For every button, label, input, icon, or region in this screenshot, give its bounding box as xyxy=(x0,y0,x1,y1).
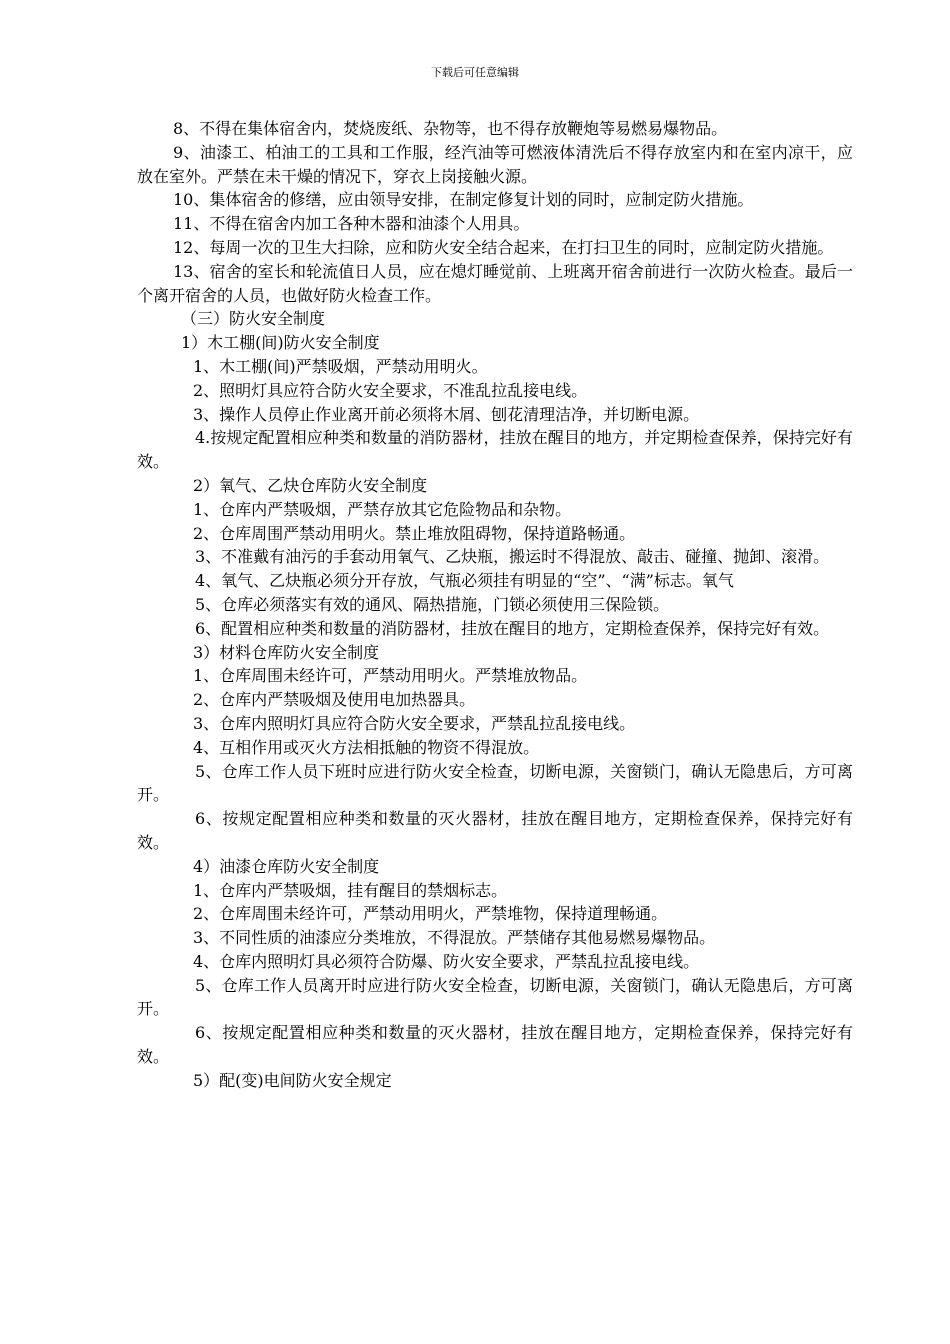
paragraph: 4.按规定配置相应种类和数量的消防器材，挂放在醒目的地方，并定期检查保养，保持完好有效。 xyxy=(137,428,853,472)
paragraph: 6、按规定配置相应种类和数量的灭火器材，挂放在醒目地方，定期检查保养，保持完好有效。 xyxy=(137,1023,853,1067)
paragraph: 2、仓库周围严禁动用明火。禁止堆放阻碍物，保持道路畅通。 xyxy=(193,523,636,543)
paragraph: 9、油漆工、柏油工的工具和工作服，经汽油等可燃液体清洗后不得存放室内和在室内凉干，应放在室外。严禁在未干燥的情况下，穿衣上岗接触火源。 xyxy=(137,142,853,186)
paragraph: 3、不同性质的油漆应分类堆放，不得混放。严禁储存其他易燃易爆物品。 xyxy=(193,928,716,948)
paragraph: 1、仓库内严禁吸烟，挂有醒目的禁烟标志。 xyxy=(193,880,508,900)
paragraph: 10、集体宿舍的修缮，应由领导安排，在制定修复计划的同时，应制定防火措施。 xyxy=(173,190,754,210)
paragraph: 2、仓库周围未经许可，严禁动用明火，严禁堆物，保持道理畅通。 xyxy=(193,904,668,924)
subsection-heading: 5）配(变)电间防火安全规定 xyxy=(193,1070,392,1090)
paragraph: 3、仓库内照明灯具应符合防火安全要求，严禁乱拉乱接电线。 xyxy=(193,713,636,733)
page-header: 下载后可任意编辑 xyxy=(431,66,519,79)
paragraph: 3、操作人员停止作业离开前必须将木屑、刨花清理洁净，并切断电源。 xyxy=(193,404,700,424)
paragraph: 1、木工棚(间)严禁吸烟，严禁动用明火。 xyxy=(193,356,488,376)
paragraph: 6、按规定配置相应种类和数量的灭火器材，挂放在醒目地方，定期检查保养，保持完好有效。 xyxy=(137,809,853,852)
paragraph: 8、不得在集体宿舍内，焚烧废纸、杂物等，也不得存放鞭炮等易燃易爆物品。 xyxy=(173,119,728,138)
paragraph: 13、宿舍的室长和轮流值日人员，应在熄灯睡觉前、上班离开宿舍前进行一次防火检查。最后一个离开宿舍的人员，也做好防火检查工作。 xyxy=(137,261,853,305)
paragraph: 1、仓库内严禁吸烟，严禁存放其它危险物品和杂物。 xyxy=(193,499,572,519)
section-heading: （三）防火安全制度 xyxy=(181,309,326,329)
paragraph: 4、互相作用或灭火方法相抵触的物资不得混放。 xyxy=(193,737,540,757)
subsection-heading: 2）氧气、乙炔仓库防火安全制度 xyxy=(193,475,428,495)
subsection-heading: 3）材料仓库防火安全制度 xyxy=(193,642,380,662)
paragraph: 4、仓库内照明灯具必须符合防爆、防火安全要求，严禁乱拉乱接电线。 xyxy=(193,951,700,971)
subsection-heading: 4）油漆仓库防火安全制度 xyxy=(193,856,380,876)
document-body xyxy=(137,117,853,1093)
paragraph: 4、氧气、乙炔瓶必须分开存放，气瓶必须挂有明显的“空”、“满”标志。氧气 xyxy=(195,571,734,591)
paragraph: 12、每周一次的卫生大扫除，应和防火安全结合起来，在打扫卫生的同时，应制定防火措施。 xyxy=(173,237,834,257)
paragraph: 5、仓库工作人员下班时应进行防火安全检查，切断电源，关窗锁门，确认无隐患后，方可离开。 xyxy=(137,761,853,805)
paragraph: 3、不准戴有油污的手套动用氧气、乙炔瓶，搬运时不得混放、敲击、碰撞、抛卸、滚滑。 xyxy=(195,547,830,567)
paragraph: 2、照明灯具应符合防火安全要求，不准乱拉乱接电线。 xyxy=(193,380,588,400)
paragraph: 5、仓库必须落实有效的通风、隔热措施，门锁必须使用三保险锁。 xyxy=(195,594,670,614)
paragraph: 5、仓库工作人员离开时应进行防火安全检查，切断电源，关窗锁门，确认无隐患后，方可离开。 xyxy=(137,975,853,1019)
paragraph: 11、不得在宿舍内加工各种木器和油漆个人用具。 xyxy=(173,214,530,234)
subsection-heading: 1）木工棚(间)防火安全制度 xyxy=(181,333,380,353)
paragraph: 1、仓库周围未经许可，严禁动用明火。严禁堆放物品。 xyxy=(193,666,588,686)
paragraph: 2、仓库内严禁吸烟及使用电加热器具。 xyxy=(193,690,476,710)
paragraph: 6、配置相应种类和数量的消防器材，挂放在醒目的地方，定期检查保养，保持完好有效。 xyxy=(195,618,830,638)
